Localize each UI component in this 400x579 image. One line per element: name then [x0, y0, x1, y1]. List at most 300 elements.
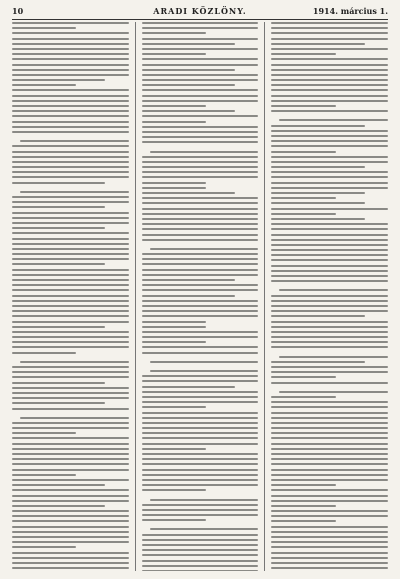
text-line — [12, 79, 105, 81]
text-line — [142, 295, 235, 297]
text-line — [12, 48, 129, 50]
text-line — [142, 202, 259, 204]
text-line — [142, 422, 259, 424]
text-line — [142, 84, 235, 86]
text-line — [142, 443, 259, 445]
text-line — [12, 32, 129, 34]
text-line — [271, 531, 388, 533]
text-line — [12, 432, 76, 434]
text-line — [142, 258, 259, 260]
text-line — [142, 386, 235, 388]
text-line — [271, 427, 388, 429]
text-line — [271, 58, 388, 60]
text-line — [12, 171, 129, 173]
text-line — [271, 432, 388, 434]
text-line — [142, 401, 259, 403]
text-line — [271, 202, 364, 204]
text-line — [271, 443, 388, 445]
text-line — [142, 437, 259, 439]
text-line — [12, 295, 129, 297]
text-line — [12, 161, 129, 163]
text-line — [12, 352, 76, 354]
text-line — [12, 443, 129, 445]
text-line — [12, 269, 129, 271]
text-line — [12, 489, 129, 491]
text-line — [12, 484, 105, 486]
text-line — [271, 546, 388, 548]
text-line — [142, 458, 259, 460]
text-line — [142, 166, 259, 168]
text-line — [142, 64, 259, 66]
text-line — [12, 258, 129, 260]
text-line — [142, 269, 259, 271]
text-line — [142, 223, 259, 225]
text-line — [142, 213, 259, 215]
text-line — [271, 437, 388, 439]
text-line — [271, 171, 388, 173]
text-line — [12, 536, 129, 538]
text-line — [12, 182, 105, 184]
text-line — [271, 463, 388, 465]
text-line — [12, 310, 129, 312]
text-line — [12, 515, 129, 517]
text-line — [12, 38, 129, 40]
text-line — [142, 544, 259, 546]
text-line — [12, 53, 129, 55]
text-line — [271, 341, 388, 343]
text-line — [150, 151, 259, 153]
text-line — [271, 412, 388, 414]
text-line — [142, 43, 235, 45]
text-line — [142, 375, 259, 377]
text-line — [142, 156, 259, 158]
text-line — [142, 53, 206, 55]
text-line — [142, 341, 206, 343]
text-line — [142, 48, 259, 50]
paragraph-gap — [142, 147, 259, 151]
text-line — [271, 484, 335, 486]
column-divider — [264, 22, 265, 571]
text-line — [12, 121, 129, 123]
text-line — [12, 27, 76, 29]
text-line — [12, 392, 129, 394]
text-line — [271, 376, 335, 378]
text-line — [271, 27, 388, 29]
text-line — [12, 305, 129, 307]
text-line — [142, 105, 206, 107]
text-line — [271, 228, 388, 230]
text-line — [271, 79, 388, 81]
text-line — [12, 196, 129, 198]
text-line — [271, 254, 388, 256]
text-line — [12, 336, 129, 338]
text-line — [12, 315, 129, 317]
text-line — [271, 151, 335, 153]
text-line — [271, 536, 388, 538]
text-line — [142, 234, 259, 236]
text-line — [12, 341, 129, 343]
text-line — [271, 22, 388, 24]
text-line — [12, 95, 129, 97]
text-line — [271, 448, 388, 450]
text-line — [271, 300, 388, 302]
text-line — [142, 310, 259, 312]
text-line — [142, 352, 259, 354]
text-line — [271, 145, 388, 147]
text-line — [142, 509, 259, 511]
text-line — [20, 361, 129, 363]
text-line — [142, 391, 259, 393]
text-line — [12, 321, 129, 323]
text-line — [271, 197, 335, 199]
text-line — [271, 38, 388, 40]
text-line — [142, 126, 259, 128]
text-line — [12, 248, 129, 250]
text-line — [142, 331, 259, 333]
text-line — [142, 565, 259, 567]
text-line — [12, 500, 129, 502]
text-line — [271, 315, 364, 317]
text-line — [271, 336, 388, 338]
text-line — [271, 166, 364, 168]
text-line — [142, 74, 259, 76]
text-line — [271, 479, 388, 481]
text-line — [142, 274, 259, 276]
text-line — [271, 176, 388, 178]
paragraph-gap — [142, 495, 259, 499]
text-line — [271, 417, 388, 419]
text-line — [12, 376, 129, 378]
text-line — [12, 238, 129, 240]
text-line — [12, 201, 129, 203]
text-line — [12, 274, 129, 276]
text-line — [12, 217, 129, 219]
text-line — [271, 562, 388, 564]
text-column-3 — [271, 22, 388, 571]
text-line — [142, 131, 259, 133]
text-line — [271, 95, 388, 97]
text-line — [271, 280, 388, 282]
text-line — [142, 239, 259, 241]
text-line — [12, 100, 129, 102]
text-line — [142, 176, 259, 178]
text-line — [271, 64, 388, 66]
text-line — [142, 89, 259, 91]
text-line — [12, 166, 129, 168]
text-line — [20, 191, 129, 193]
text-line — [12, 74, 129, 76]
text-line — [271, 239, 388, 241]
text-line — [271, 515, 388, 517]
text-line — [142, 197, 259, 199]
text-line — [142, 469, 259, 471]
text-line — [142, 326, 206, 328]
text-line — [150, 499, 259, 501]
text-line — [12, 552, 129, 554]
text-line — [142, 560, 259, 562]
text-line — [142, 136, 259, 138]
text-line — [142, 346, 259, 348]
text-line — [142, 263, 259, 265]
text-line — [12, 526, 129, 528]
text-line — [271, 361, 364, 363]
text-line — [20, 417, 129, 419]
text-line — [142, 570, 259, 571]
text-line — [12, 520, 129, 522]
text-line — [142, 448, 206, 450]
text-line — [12, 263, 105, 265]
text-line — [12, 437, 129, 439]
text-line — [142, 474, 259, 476]
text-line — [271, 84, 388, 86]
text-line — [142, 504, 259, 506]
text-line — [12, 495, 129, 497]
text-line — [150, 370, 259, 372]
text-line — [142, 321, 206, 323]
text-line — [271, 89, 388, 91]
text-line — [142, 110, 235, 112]
text-line — [12, 227, 105, 229]
text-line — [12, 284, 129, 286]
text-line — [12, 243, 129, 245]
text-line — [142, 161, 259, 163]
text-line — [142, 479, 259, 481]
text-line — [12, 64, 129, 66]
text-line — [12, 402, 105, 404]
text-line — [142, 554, 259, 556]
text-line — [271, 105, 335, 107]
text-line — [142, 417, 259, 419]
text-line — [142, 192, 235, 194]
text-line — [142, 336, 259, 338]
text-line — [271, 208, 388, 210]
text-line — [12, 115, 129, 117]
text-line — [271, 270, 388, 272]
text-line — [12, 145, 129, 147]
text-line — [271, 140, 388, 142]
text-line — [142, 284, 259, 286]
column-divider — [135, 22, 136, 571]
text-line — [12, 510, 129, 512]
text-line — [271, 541, 388, 543]
text-line — [271, 110, 388, 112]
text-line — [271, 234, 388, 236]
text-line — [271, 43, 364, 45]
text-line — [142, 315, 259, 317]
text-line — [271, 474, 388, 476]
text-line — [271, 495, 388, 497]
text-line — [12, 541, 129, 543]
text-line — [12, 371, 129, 373]
text-line — [12, 474, 76, 476]
text-line — [142, 427, 259, 429]
text-line — [271, 489, 388, 491]
text-line — [142, 300, 259, 302]
text-line — [12, 89, 129, 91]
text-line — [279, 356, 388, 358]
publication-title: ARADI KÖZLÖNY. — [153, 6, 247, 16]
text-line — [12, 546, 76, 548]
text-line — [12, 212, 129, 214]
text-line — [142, 79, 259, 81]
text-line — [12, 22, 129, 24]
text-line — [12, 463, 129, 465]
text-line — [279, 119, 388, 121]
text-line — [142, 27, 259, 29]
text-line — [142, 279, 235, 281]
text-line — [12, 567, 129, 569]
text-line — [142, 549, 259, 551]
text-line — [142, 289, 259, 291]
text-line — [142, 95, 259, 97]
issue-date: 1914. március 1. — [312, 6, 388, 16]
text-line — [12, 110, 129, 112]
text-line — [271, 156, 388, 158]
text-line — [142, 121, 206, 123]
text-line — [142, 396, 259, 398]
text-line — [271, 187, 388, 189]
text-line — [271, 321, 388, 323]
text-line — [142, 58, 259, 60]
text-line — [142, 171, 259, 173]
text-columns — [12, 22, 388, 571]
text-line — [271, 557, 388, 559]
text-line — [12, 422, 129, 424]
text-line — [12, 326, 105, 328]
text-line — [271, 346, 388, 348]
text-line — [12, 408, 129, 410]
text-line — [271, 469, 388, 471]
text-line — [12, 222, 129, 224]
text-line — [142, 208, 259, 210]
text-line — [150, 248, 259, 250]
text-line — [142, 218, 259, 220]
text-line — [271, 259, 388, 261]
text-line — [271, 48, 388, 50]
text-line — [12, 84, 76, 86]
text-line — [271, 458, 388, 460]
text-line — [271, 326, 388, 328]
text-line — [271, 305, 388, 307]
text-line — [271, 213, 335, 215]
text-line — [142, 380, 259, 382]
text-line — [271, 32, 388, 34]
text-line — [142, 187, 206, 189]
text-line — [271, 182, 388, 184]
text-line — [271, 100, 388, 102]
text-line — [12, 232, 129, 234]
text-line — [142, 534, 259, 536]
text-line — [12, 397, 129, 399]
text-line — [150, 361, 259, 363]
text-line — [271, 249, 388, 251]
text-line — [12, 427, 129, 429]
text-line — [271, 401, 388, 403]
text-line — [271, 500, 388, 502]
text-line — [142, 22, 259, 24]
text-line — [271, 275, 388, 277]
text-line — [142, 489, 206, 491]
text-line — [12, 253, 129, 255]
text-line — [142, 253, 259, 255]
text-line — [271, 295, 388, 297]
text-line — [12, 557, 129, 559]
text-line — [12, 43, 129, 45]
text-line — [142, 100, 259, 102]
text-line — [12, 156, 129, 158]
text-line — [12, 300, 129, 302]
text-line — [142, 406, 206, 408]
text-line — [271, 422, 388, 424]
text-line — [142, 182, 206, 184]
text-line — [142, 453, 259, 455]
text-line — [271, 218, 364, 220]
text-line — [12, 176, 129, 178]
text-line — [12, 126, 129, 128]
text-line — [12, 279, 129, 281]
text-line — [271, 505, 335, 507]
text-line — [12, 206, 105, 208]
text-line — [271, 125, 364, 127]
text-line — [271, 371, 388, 373]
text-line — [12, 479, 129, 481]
text-line — [12, 151, 129, 153]
text-line — [12, 448, 129, 450]
text-line — [142, 305, 259, 307]
text-line — [12, 289, 129, 291]
text-line — [12, 387, 129, 389]
text-line — [12, 346, 129, 348]
text-line — [279, 289, 388, 291]
text-line — [12, 69, 129, 71]
text-line — [271, 510, 388, 512]
text-line — [271, 265, 388, 267]
text-line — [271, 130, 388, 132]
text-line — [271, 244, 388, 246]
text-line — [142, 228, 259, 230]
text-line — [271, 366, 388, 368]
text-line — [271, 567, 388, 569]
page-header — [12, 6, 388, 20]
text-line — [271, 192, 364, 194]
text-line — [271, 69, 388, 71]
text-line — [12, 458, 129, 460]
text-line — [271, 310, 388, 312]
text-line — [12, 469, 129, 471]
text-line — [12, 562, 129, 564]
text-line — [12, 58, 129, 60]
text-line — [271, 526, 388, 528]
text-line — [142, 32, 206, 34]
text-line — [12, 131, 129, 133]
text-line — [142, 432, 259, 434]
text-line — [142, 115, 259, 117]
text-line — [271, 406, 388, 408]
text-line — [142, 484, 259, 486]
text-line — [142, 519, 206, 521]
text-line — [271, 161, 388, 163]
text-line — [271, 331, 388, 333]
text-line — [12, 531, 129, 533]
text-line — [142, 38, 259, 40]
text-line — [142, 539, 259, 541]
text-line — [150, 528, 259, 530]
text-column-1 — [12, 22, 129, 571]
text-line — [271, 382, 388, 384]
text-line — [12, 331, 129, 333]
text-line — [142, 69, 235, 71]
text-line — [271, 74, 388, 76]
